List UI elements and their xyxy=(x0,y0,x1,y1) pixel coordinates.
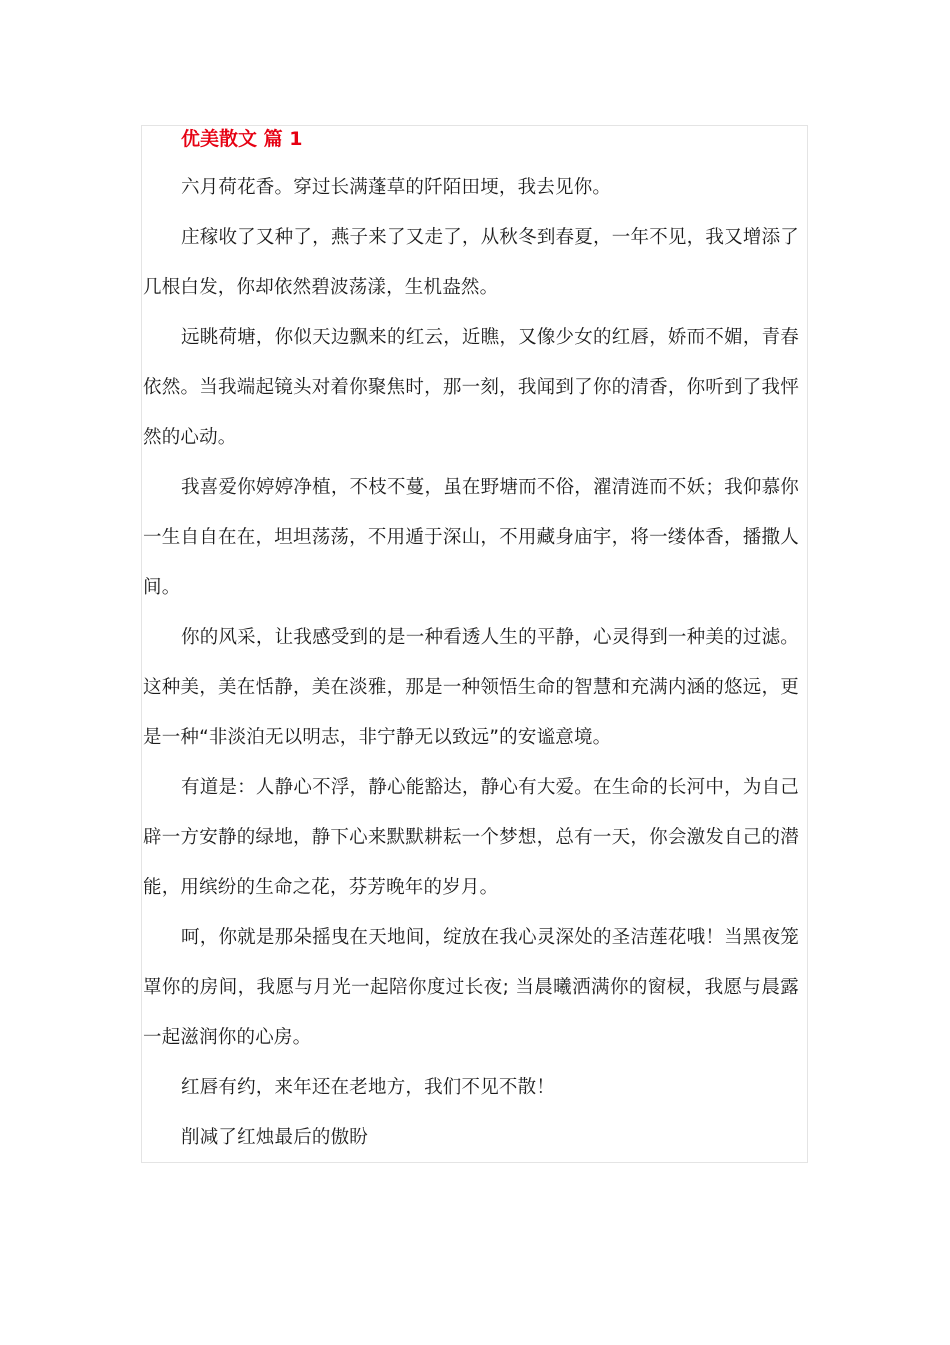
document-title: 优美散文 篇 1 xyxy=(181,128,303,150)
paragraph-8: 红唇有约，来年还在老地方，我们不见不散！ xyxy=(181,1077,556,1098)
document-body xyxy=(143,124,799,1163)
paragraph-3: 远眺荷塘，你似天边飘来的红云，近瞧，又像少女的红唇，娇而不媚，青春依然。当我端起镜头对着你聚焦时，那一刻，我闻到了你的清香，你听到了我怦然的心动。 xyxy=(143,327,799,448)
paragraph-4: 我喜爱你婷婷净植，不枝不蔓，虽在野塘而不俗，濯清涟而不妖；我仰慕你一生自自在在，坦坦荡荡，不用遁于深山，不用藏身庙宇，将一缕体香，播撒人间。 xyxy=(143,477,799,598)
paragraph-5: 你的风采，让我感受到的是一种看透人生的平静，心灵得到一种美的过滤。这种美，美在恬静，美在淡雅，那是一种领悟生命的智慧和充满内涵的悠远，更是一种“非淡泊无以明志，非宁静无以致远”的安谧意境。 xyxy=(143,627,799,748)
paragraph-6: 有道是：人静心不浮，静心能豁达，静心有大爱。在生命的长河中，为自己辟一方安静的绿地，静下心来默默耕耘一个梦想，总有一天，你会激发自己的潜能，用缤纷的生命之花，芬芳晚年的岁月。 xyxy=(143,777,799,898)
paragraph-9: 削减了红烛最后的傲盼 xyxy=(181,1127,369,1148)
paragraph-7: 呵，你就是那朵摇曳在天地间，绽放在我心灵深处的圣洁莲花哦！当黑夜笼罩你的房间，我愿与月光一起陪你度过长夜; 当晨曦洒满你的窗棂，我愿与晨露一起滋润你的心房。 xyxy=(143,927,799,1048)
paragraph-2: 庄稼收了又种了，燕子来了又走了，从秋冬到春夏，一年不见，我又增添了几根白发，你却依然碧波荡漾，生机盎然。 xyxy=(143,227,799,298)
paragraph-1: 六月荷花香。穿过长满蓬草的阡陌田埂，我去见你。 xyxy=(181,177,612,198)
